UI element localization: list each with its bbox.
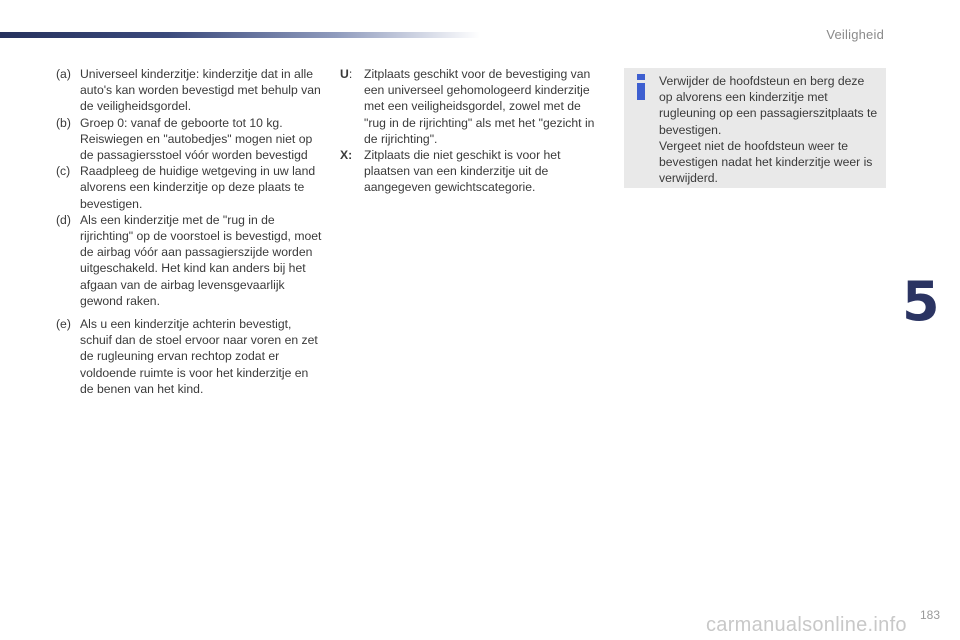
header-gradient-bar: [0, 32, 480, 38]
footnote-c: [56, 163, 324, 212]
info-box: [624, 68, 886, 188]
footnote-d: [56, 212, 324, 309]
footnote-e: [56, 316, 324, 397]
footnote-label: (e): [56, 317, 71, 332]
info-text: [659, 73, 878, 186]
left-column: [56, 66, 324, 397]
footnote-label: (d): [56, 212, 71, 227]
section-title: Veiligheid: [826, 27, 884, 42]
chapter-number: 5: [902, 270, 940, 333]
footnote-text: Universeel kinderzitje: kinderzitje dat in alle auto's kan worden bevestigd met behulp van de veiligheidsgordel.: [80, 67, 321, 114]
info-icon: [634, 74, 648, 100]
page-number: 183: [919, 608, 940, 622]
footnote-label: (c): [56, 164, 71, 179]
legend-label: U:: [340, 67, 353, 81]
info-paragraph: Verwijder de hoofdsteun en berg deze op alvorens een kinderzitje met rugleuning op een passagierszitplaats te bevestigen.: [659, 74, 878, 137]
info-paragraph: Vergeet niet de hoofdsteun weer te bevestigen nadat het kinderzitje weer is verwijderd.: [659, 138, 873, 186]
legend-x: [340, 147, 602, 196]
footnote-b: [56, 115, 324, 164]
legend-text: Zitplaats die niet geschikt is voor het plaatsen van een kinderzitje uit de aangegeven gewichtscategorie.: [364, 148, 561, 195]
footnote-text: Groep 0: vanaf de geboorte tot 10 kg. Reiswiegen en "autobedjes" mogen niet op de passagiersstoel vóór worden bevestigd: [80, 115, 313, 163]
footnote-label: (a): [56, 67, 71, 81]
footnote-text: Als een kinderzitje met de "rug in de rijrichting" op de voorstoel is bevestigd, moet de airbag vóór aan passagierszijde worden uitgeschakeld. Het kind kan anders bij het afgaan van de airbag levensgevaarlijk gewond raken.: [80, 212, 322, 308]
legend-u: [340, 66, 602, 147]
footnote-label: (b): [56, 115, 71, 130]
legend-text: Zitplaats geschikt voor de bevestiging van een universeel gehomologeerd kinderzitje met een veiligheidsgordel, zowel met de "rug in de rijrichting" als met het "gezicht in de rijrichting".: [364, 67, 595, 146]
middle-column: [340, 66, 602, 196]
watermark: carmanualsonline.info: [706, 614, 907, 636]
legend-label: X:: [340, 148, 353, 163]
footnote-text: Raadpleeg de huidige wetgeving in uw land alvorens een kinderzitje op deze plaats te bevestigen.: [80, 164, 316, 211]
footnote-text: Als u een kinderzitje achterin bevestigt, schuif dan de stoel ervoor naar voren en zet de rugleuning ervan rechtop zodat er voldoende ruimte is voor het kinderzitje en de benen van het kind.: [80, 317, 318, 396]
footnote-a: [56, 66, 324, 115]
